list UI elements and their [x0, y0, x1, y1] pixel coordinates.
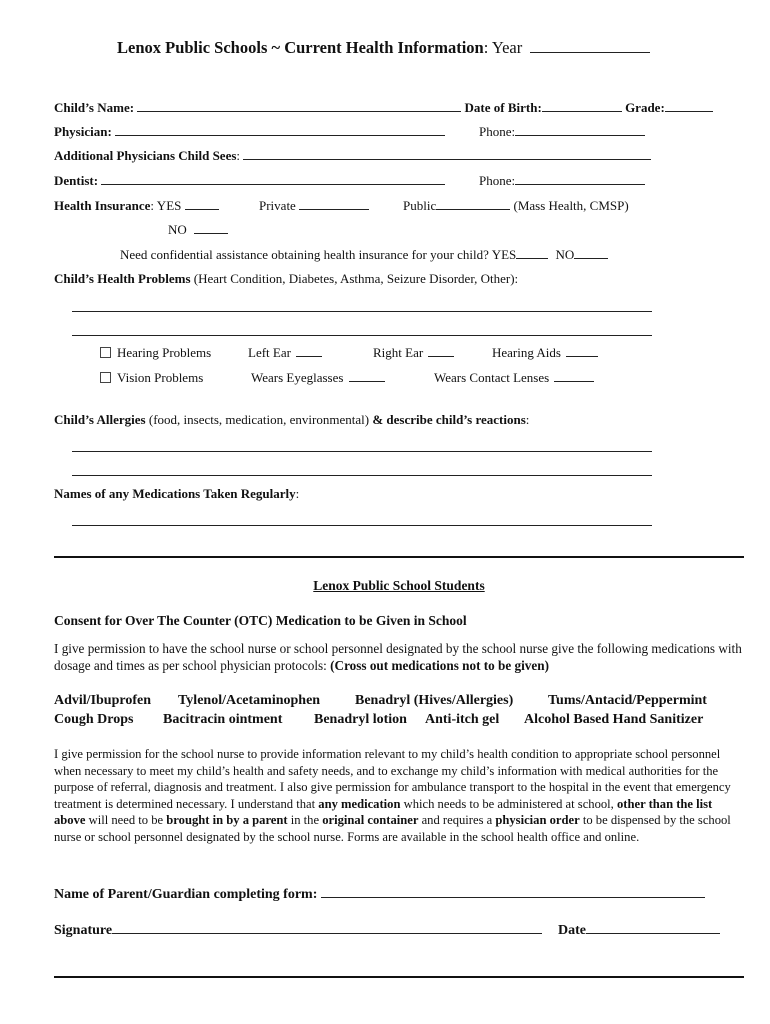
dentist-field[interactable]	[101, 173, 445, 185]
confidential-question: Need confidential assistance obtaining health insurance for your child?	[120, 247, 489, 262]
insurance-yes-field[interactable]	[185, 198, 219, 210]
physician-phone-field[interactable]	[515, 124, 645, 136]
grade-label: Grade:	[625, 100, 665, 115]
med-tums[interactable]: Tums/Antacid/Peppermint	[548, 693, 707, 708]
section-divider	[54, 556, 744, 558]
bottom-divider	[54, 976, 744, 978]
child-name-row	[54, 100, 713, 116]
info-paragraph	[54, 746, 744, 846]
info-text-i: and requires a	[418, 813, 496, 828]
parent-name-field[interactable]	[321, 886, 705, 898]
info-original-container: original container	[322, 813, 419, 828]
permission-paragraph	[54, 640, 744, 674]
parent-name-row	[54, 886, 705, 903]
confidential-yes-field[interactable]	[516, 247, 548, 259]
date-row	[558, 922, 720, 939]
health-problems-line-2[interactable]	[72, 335, 652, 336]
contacts-row	[434, 370, 594, 386]
hearing-aids-label: Hearing Aids	[492, 345, 561, 360]
hearing-aids-row	[492, 345, 598, 361]
parent-name-label: Name of Parent/Guardian completing form:	[54, 887, 318, 902]
hearing-row	[100, 345, 211, 361]
health-problems-label: Child’s Health Problems	[54, 271, 191, 286]
right-ear-field[interactable]	[428, 345, 454, 357]
dob-field[interactable]	[542, 100, 622, 112]
right-ear-label: Right Ear	[373, 345, 424, 360]
info-text-g: in the	[287, 813, 323, 828]
right-ear-row	[373, 345, 454, 361]
title-text: Lenox Public Schools ~ Current Health Information	[117, 38, 484, 57]
allergies-line-2[interactable]	[72, 475, 652, 476]
physician-row	[54, 124, 445, 140]
allergies-line-1[interactable]	[72, 451, 652, 452]
med-benadryl[interactable]: Benadryl (Hives/Allergies)	[355, 693, 514, 708]
additional-physicians-label: Additional Physicians Child Sees	[54, 148, 237, 163]
eyeglasses-row	[251, 370, 385, 386]
med-bacitracin[interactable]: Bacitracin ointment	[163, 712, 283, 727]
additional-physicians-row	[54, 148, 651, 164]
insurance-public-field[interactable]	[436, 198, 510, 210]
permission-cross-out: (Cross out medications not to be given)	[330, 658, 549, 674]
info-brought-by-parent: brought in by a parent	[166, 813, 288, 828]
health-problems-line-1[interactable]	[72, 311, 652, 312]
allergies-row	[54, 412, 529, 428]
health-problems-hint: (Heart Condition, Diabetes, Asthma, Seizure Disorder, Other):	[190, 271, 519, 286]
allergies-hint: (food, insects, medication, environmental)	[145, 412, 373, 427]
signature-label: Signature	[54, 923, 113, 938]
med-hand-sanitizer[interactable]: Alcohol Based Hand Sanitizer	[524, 712, 704, 727]
year-field[interactable]	[530, 41, 650, 53]
physician-label: Physician:	[54, 124, 112, 139]
physician-phone-row	[479, 124, 645, 140]
medications-colon: :	[295, 486, 300, 501]
medications-label: Names of any Medications Taken Regularly	[54, 486, 296, 501]
medications-line[interactable]	[72, 525, 652, 526]
physician-phone-label: Phone:	[479, 124, 516, 139]
child-name-field[interactable]	[137, 100, 461, 112]
dentist-phone-field[interactable]	[515, 173, 645, 185]
insurance-private-label: Private	[259, 198, 296, 213]
dentist-label: Dentist:	[54, 173, 99, 188]
title-year-label: : Year	[483, 38, 523, 57]
eyeglasses-field[interactable]	[349, 370, 385, 382]
med-cough-drops[interactable]: Cough Drops	[54, 712, 134, 727]
insurance-no-field[interactable]	[194, 222, 228, 234]
dentist-phone-label: Phone:	[479, 173, 516, 188]
left-ear-label: Left Ear	[248, 345, 291, 360]
med-benadryl-lotion[interactable]: Benadryl lotion	[314, 712, 407, 727]
dob-label: Date of Birth:	[464, 100, 542, 115]
dentist-phone-row	[479, 173, 645, 189]
insurance-private-row	[259, 198, 369, 214]
insurance-label: Health Insurance	[54, 198, 151, 213]
signature-field[interactable]	[112, 922, 542, 934]
physician-field[interactable]	[115, 124, 445, 136]
contacts-label: Wears Contact Lenses	[434, 370, 550, 385]
hearing-checkbox[interactable]	[100, 347, 111, 358]
consent-section-title: Lenox Public School Students	[313, 578, 485, 593]
insurance-private-field[interactable]	[299, 198, 369, 210]
left-ear-row	[248, 345, 322, 361]
additional-physicians-colon: :	[236, 148, 241, 163]
consent-heading: Consent for Over The Counter (OTC) Medication to be Given in School	[54, 613, 467, 628]
info-text-e: will need to be	[85, 813, 167, 828]
vision-checkbox[interactable]	[100, 372, 111, 383]
vision-label: Vision Problems	[117, 370, 204, 385]
contacts-field[interactable]	[554, 370, 594, 382]
child-name-label: Child’s Name:	[54, 100, 135, 115]
hearing-label: Hearing Problems	[117, 345, 212, 360]
info-any-medication: any medication	[318, 796, 401, 811]
insurance-no-label: NO	[168, 222, 187, 237]
health-problems-row	[54, 271, 518, 287]
insurance-public-row	[403, 198, 629, 214]
hearing-aids-field[interactable]	[566, 345, 598, 357]
insurance-yes-label: : YES	[150, 198, 182, 213]
medications-row	[54, 486, 299, 502]
confidential-no-label: NO	[555, 247, 575, 262]
confidential-no-field[interactable]	[574, 247, 608, 259]
info-physician-order: physician order	[495, 813, 580, 828]
insurance-public-label: Public	[403, 198, 437, 213]
page-title	[117, 38, 650, 58]
med-tylenol[interactable]: Tylenol/Acetaminophen	[178, 693, 321, 708]
allergies-colon: :	[525, 412, 530, 427]
info-text-a: I give permission for the school nurse to provide information relevant to my child’s health condition to appropriate school personnel when necessary to meet my child’s health and safety needs, and to exchange my child’s information with medical authorities for the purpose of referral, diagnosis and treatment. I also give permission for ambulance transport to the hospital in the event that emergency treatment is determined necessary. I understand that	[54, 747, 731, 811]
left-ear-field[interactable]	[296, 345, 322, 357]
vision-row	[100, 370, 203, 386]
additional-physicians-field[interactable]	[243, 148, 651, 160]
date-field[interactable]	[586, 922, 720, 934]
allergies-label: Child’s Allergies	[54, 412, 146, 427]
dentist-row	[54, 173, 445, 189]
info-text-k: to be dispensed by the school nurse or school personnel designated by the school nurse. Forms are available in the school health office and online.	[54, 813, 731, 844]
eyeglasses-label: Wears Eyeglasses	[251, 370, 344, 385]
date-label: Date	[558, 923, 586, 938]
med-anti-itch[interactable]: Anti-itch gel	[425, 712, 500, 727]
grade-field[interactable]	[665, 100, 713, 112]
permission-text: I give permission to have the school nurse or school personnel designated by the school nurse give the following medications with dosage and times as per school physician protocols:	[54, 641, 742, 674]
confidential-row	[120, 247, 608, 263]
med-advil[interactable]: Advil/Ibuprofen	[54, 693, 151, 708]
mass-health-note: (Mass Health, CMSP)	[513, 198, 629, 213]
allergies-reactions-label: & describe child’s reactions	[372, 412, 526, 427]
signature-row	[54, 922, 542, 939]
info-text-c: which needs to be administered at school,	[400, 796, 617, 811]
insurance-row	[54, 198, 219, 214]
confidential-yes-label: YES	[491, 247, 517, 262]
info-other-than-list: other than the list above	[54, 796, 713, 828]
insurance-no-row	[168, 222, 228, 238]
